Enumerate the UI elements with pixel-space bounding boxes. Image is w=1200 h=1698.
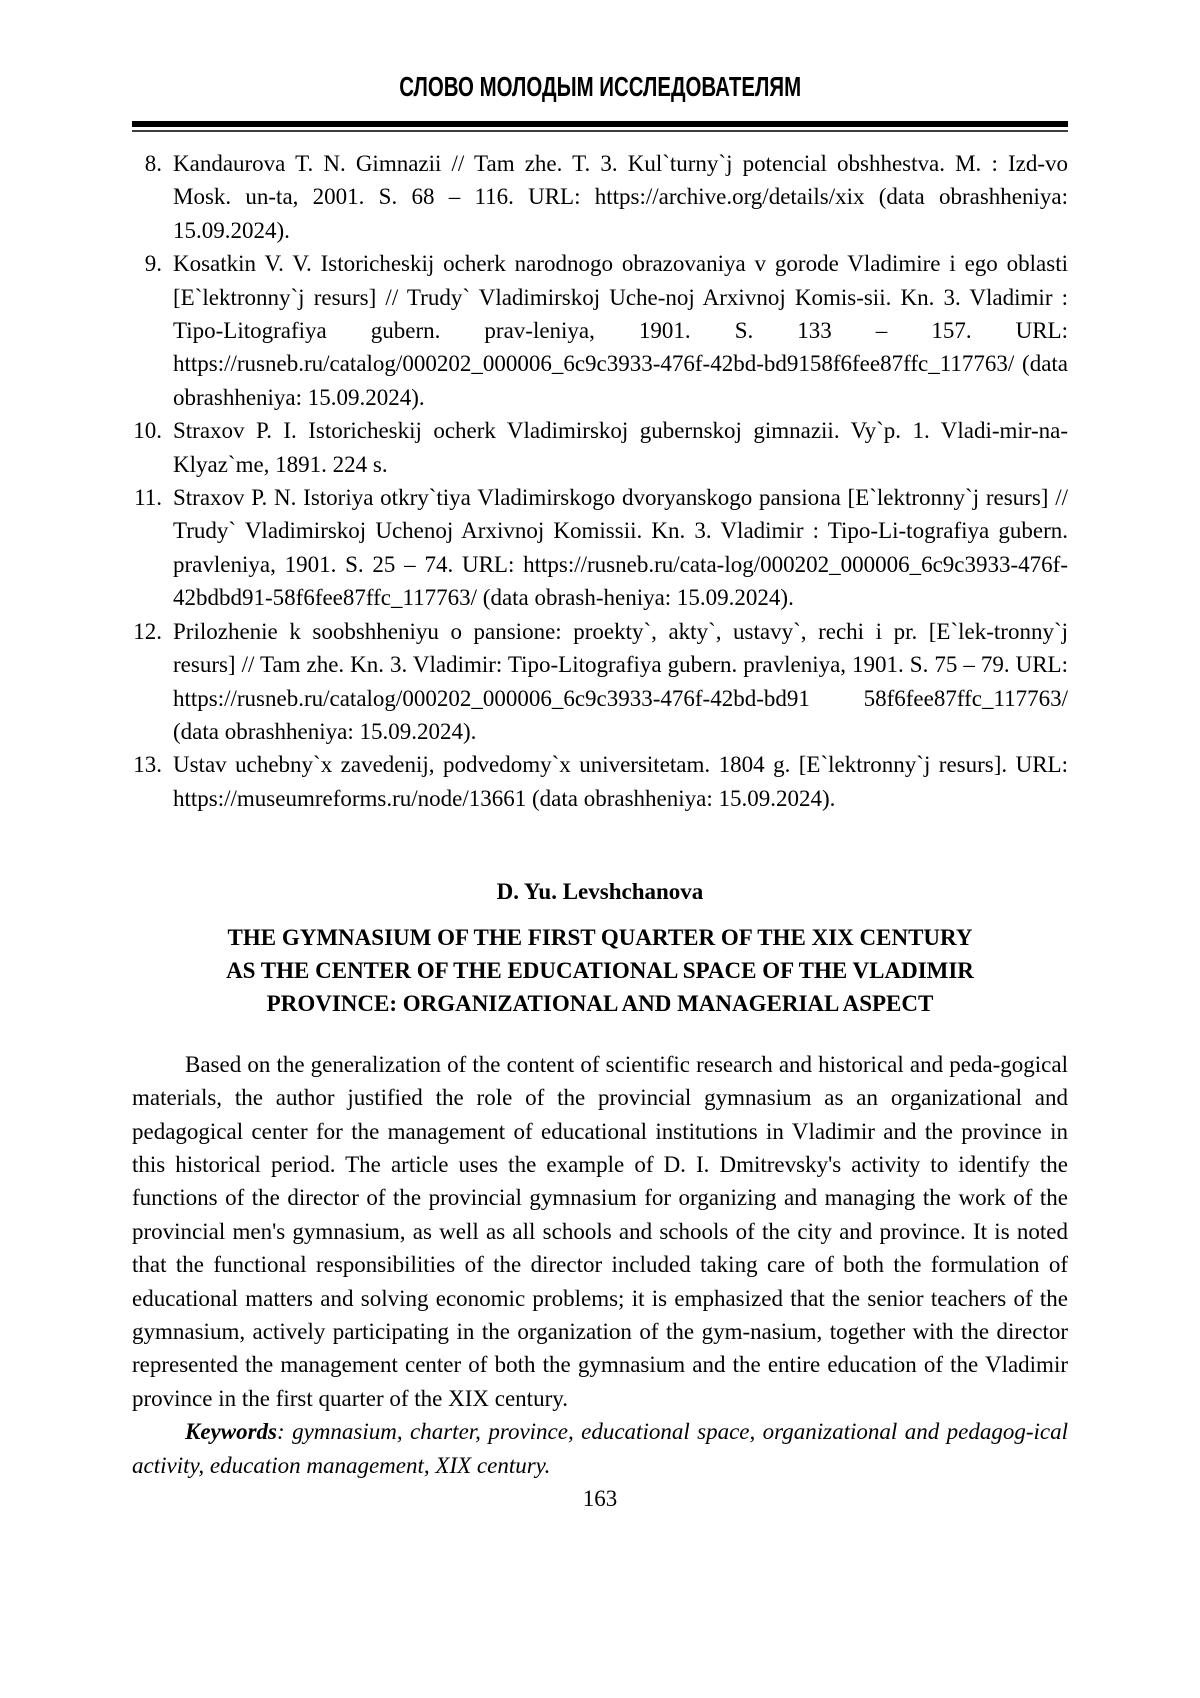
article-title-line: THE GYMNASIUM OF THE FIRST QUARTER OF THE XIX CENTURY bbox=[227, 924, 973, 950]
reference-item bbox=[132, 748, 1068, 815]
reference-number: 10. bbox=[133, 418, 162, 444]
reference-list bbox=[132, 147, 1068, 815]
article-author: D. Yu. Levshchanova bbox=[496, 879, 704, 905]
article-title-line: AS THE CENTER OF THE EDUCATIONAL SPACE OF THE VLADIMIR bbox=[226, 957, 974, 983]
article-title bbox=[132, 921, 1068, 1021]
running-header bbox=[132, 0, 1068, 104]
header-rule bbox=[132, 121, 1068, 132]
article-keywords bbox=[132, 1415, 1068, 1482]
reference-text: Ustav uchebny`x zavedenij, podvedomy`x universitetam. 1804 g. [E`lektronny`j resurs]. URL: https://museumreforms.ru/node/13661 (data obrashheniya: 15.09.2024). bbox=[173, 752, 1068, 811]
reference-number: 13. bbox=[133, 752, 162, 778]
keywords-text: : gymnasium, charter, province, educational space, organizational and pedagog-ical activity, education management, XIX century. bbox=[132, 1419, 1068, 1478]
reference-number: 8. bbox=[144, 151, 162, 176]
reference-text: Straxov P. N. Istoriya otkry`tiya Vladimirskogo dvoryanskogo pansiona [E`lektronny`j resurs] // Trudy` Vladimirskoj Uchenoj Arxivnoj Komissii. Kn. 3. Vladimir : Tipo-Li-tografiya gubern. pravleniya, 1901. S. 25 – 74. URL: https://rusneb.ru/cata-log/000202_000006_6c9c3933-476f-42bdbd91-58f6fee87ffc_117763/ (data obrash-heniya: 15.09.2024). bbox=[173, 485, 1068, 611]
keywords-label: Keywords bbox=[185, 1419, 277, 1445]
reference-text: Straxov P. I. Istoricheskij ocherk Vladimirskoj gubernskoj gimnazii. Vy`p. 1. Vladi-mir-na-Klyaz`me, 1891. 224 s. bbox=[173, 418, 1068, 477]
article-abstract: Based on the generalization of the content of scientific research and historical and peda-gogical materials, the author justified the role of the provincial gymnasium as an organizational and pedagogical center for the management of educational institutions in Vladimir and the province in this historical period. The article uses the example of D. I. Dmitrevsky's activity to identify the functions of the director of the provincial gymnasium for organizing and managing the work of the provincial men's gymnasium, as well as all schools and schools of the city and province. It is noted that the functional responsibilities of the director included taking care of both the formulation of educational matters and solving economic problems; it is emphasized that the senior teachers of the gymnasium, actively participating in the organization of the gym-nasium, together with the director represented the management center of both the gymnasium and the entire education of the Vladimir province in the first quarter of the XIX century. bbox=[132, 1051, 1068, 1411]
page-content bbox=[132, 0, 1068, 1515]
reference-item bbox=[132, 247, 1068, 414]
reference-text: Kandaurova T. N. Gimnazii // Tam zhe. T. 3. Kul`turny`j potencial obshhestva. M. : Izd-vo Mosk. un-ta, 2001. S. 68 – 116. URL: https://archive.org/details/xix (data obrashheniya: 15.09.2024). bbox=[173, 151, 1068, 243]
reference-number: 11. bbox=[134, 485, 162, 511]
reference-item bbox=[132, 615, 1068, 749]
reference-number: 9. bbox=[144, 251, 162, 277]
running-header-title: СЛОВО МОЛОДЫМ ИССЛЕДОВАТЕЛЯМ bbox=[399, 71, 801, 102]
reference-item bbox=[132, 481, 1068, 615]
reference-text: Prilozhenie k soobshheniyu o pansione: proekty`, akty`, ustavy`, rechi i pr. [E`lek-tronny`j resurs] // Tam zhe. Kn. 3. Vladimir: Tipo-Litografiya gubern. pravleniya, 1901. S. 75 – 79. URL: https://rusneb.ru/catalog/000202_000006_6c9c3933-476f-42bd-bd91 58f6fee87ffc_117763/ (data obrashheniya: 15.09.2024). bbox=[173, 618, 1068, 744]
reference-text: Kosatkin V. V. Istoricheskij ocherk narodnogo obrazovaniya v gorode Vladimire i ego oblasti [E`lektronny`j resurs] // Trudy` Vladimirskoj Uche-noj Arxivnoj Komis-sii. Kn. 3. Vladimir : Tipo-Litografiya gubern. prav-leniya, 1901. S. 133 – 157. URL: https://rusneb.ru/catalog/000202_000006_6c9c3933-476f-42bd-bd9158f6fee87ffc_117763/ (data obrashheniya: 15.09.2024). bbox=[173, 251, 1068, 410]
reference-item bbox=[132, 147, 1068, 247]
article-title-line: PROVINCE: ORGANIZATIONAL AND MANAGERIAL ASPECT bbox=[266, 991, 934, 1017]
page-number: 163 bbox=[582, 1486, 618, 1512]
reference-number: 12. bbox=[133, 618, 162, 644]
reference-item bbox=[132, 414, 1068, 481]
